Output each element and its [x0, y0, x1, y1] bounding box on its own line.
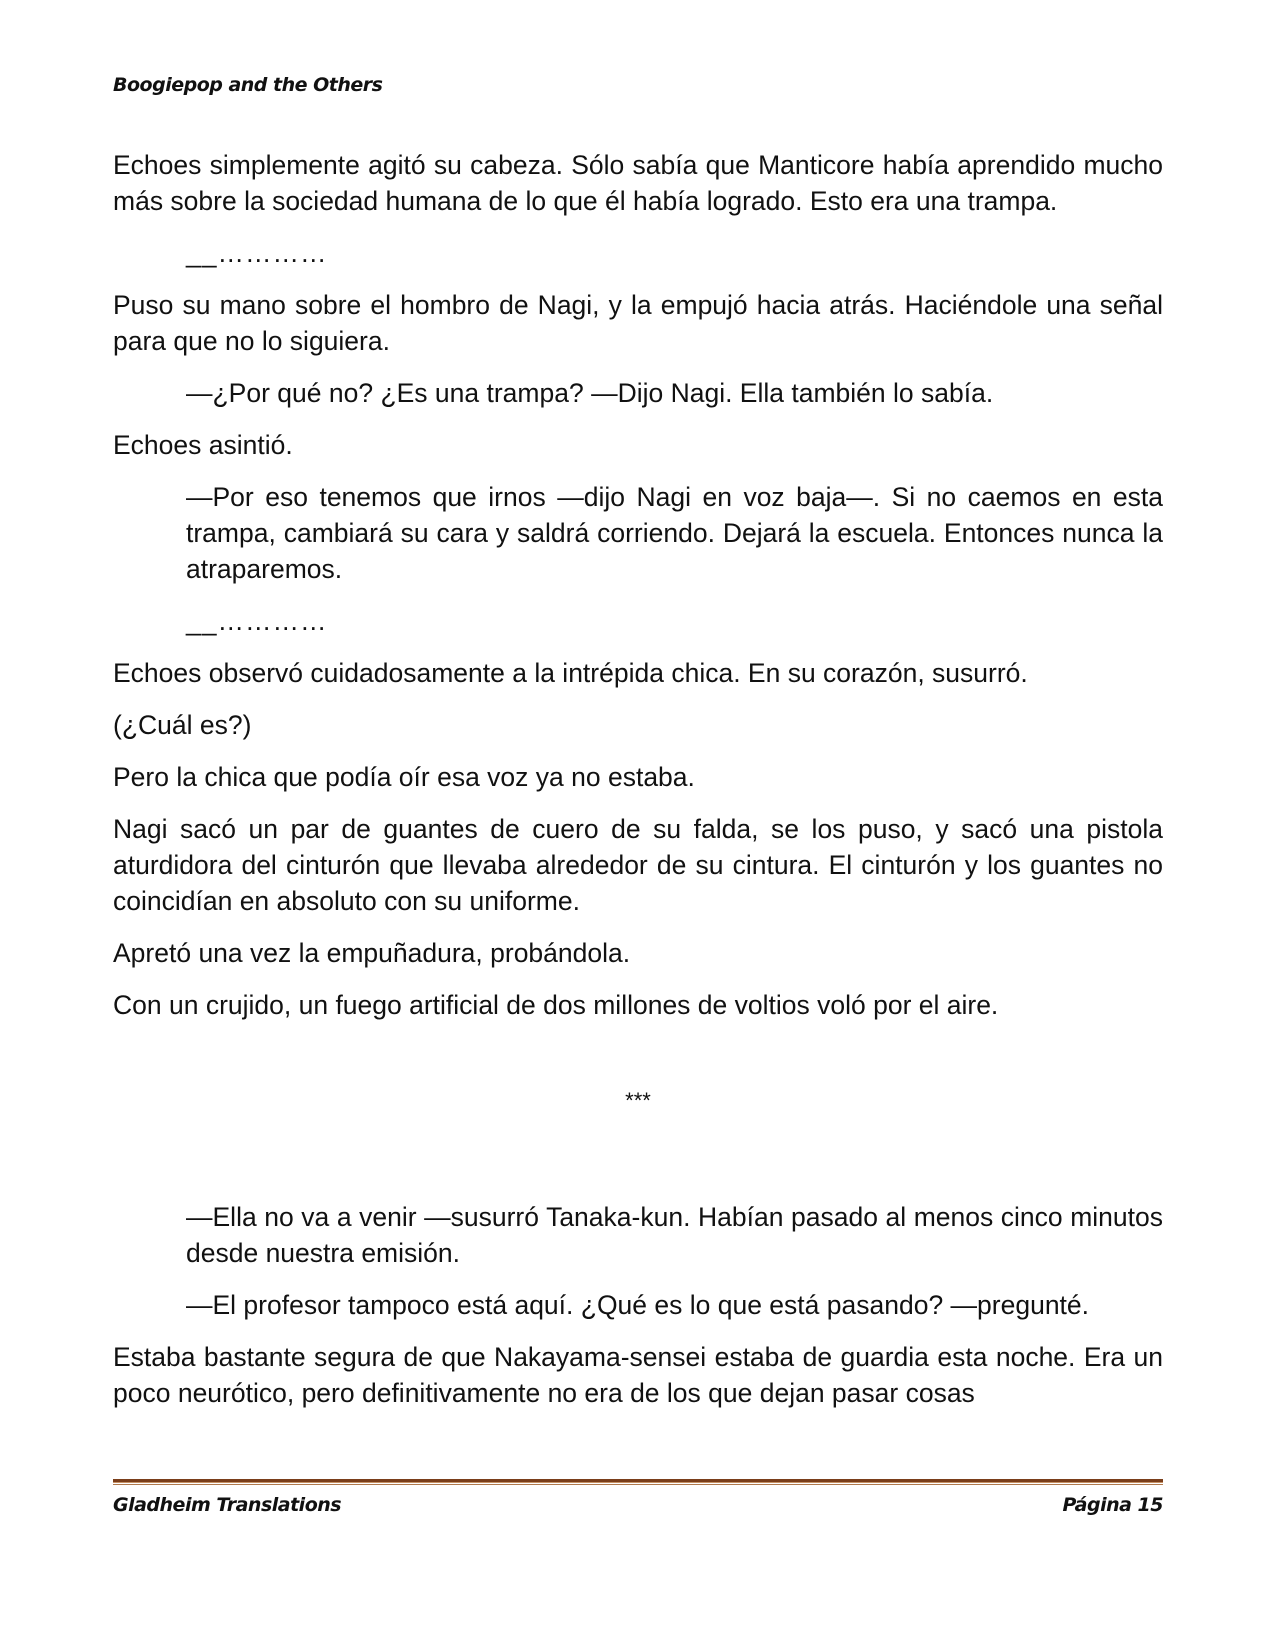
paragraph: Con un crujido, un fuego artificial de dos millones de voltios voló por el aire. — [113, 990, 999, 1020]
paragraph: Estaba bastante segura de que Nakayama-sensei estaba de guardia esta noche. Era un poco neurótico, pero definitivamente no era de los que dejan pasar cosas — [113, 1342, 1163, 1408]
dialogue-line: —El profesor tampoco está aquí. ¿Qué es lo que está pasando? —pregunté. — [186, 1290, 1090, 1320]
footer-page-number: Página 15 — [1062, 1494, 1163, 1516]
body-text — [113, 147, 1163, 1411]
dialogue-line: —Ella no va a venir —susurró Tanaka-kun. Habían pasado al menos cinco minutos desde nuestra emisión. — [186, 1202, 1163, 1268]
paragraph: Echoes observó cuidadosamente a la intrépida chica. En su corazón, susurró. — [113, 658, 1028, 688]
dialogue-line: —Por eso tenemos que irnos —dijo Nagi en voz baja—. Si no caemos en esta trampa, cambiará su cara y saldrá corriendo. Dejará la escuela. Entonces nunca la atraparemos. — [186, 482, 1163, 584]
paragraph: Echoes asintió. — [113, 430, 293, 460]
paragraph: Echoes simplemente agitó su cabeza. Sólo sabía que Manticore había aprendido mucho más sobre la sociedad humana de lo que él había logrado. Esto era una trampa. — [113, 150, 1163, 216]
footer-publisher: Gladheim Translations — [113, 1494, 342, 1516]
paragraph: Puso su mano sobre el hombro de Nagi, y la empujó hacia atrás. Haciéndole una señal para que no lo siguiera. — [113, 290, 1163, 356]
ellipsis-line: __………… — [186, 238, 328, 268]
book-title: Boogiepop and the Others — [113, 74, 383, 96]
ellipsis-line: __………… — [186, 606, 328, 636]
footer-divider — [113, 1479, 1163, 1485]
dialogue-line: —¿Por qué no? ¿Es una trampa? —Dijo Nagi. Ella también lo sabía. — [186, 378, 994, 408]
paragraph: Apretó una vez la empuñadura, probándola. — [113, 938, 631, 968]
paragraph: Nagi sacó un par de guantes de cuero de su falda, se los puso, y sacó una pistola aturdidora del cinturón que llevaba alrededor de su cintura. El cinturón y los guantes no coincidían en absoluto con su uniforme. — [113, 814, 1163, 916]
paragraph: Pero la chica que podía oír esa voz ya no estaba. — [113, 762, 695, 792]
scene-break: *** — [625, 1088, 651, 1113]
paragraph: (¿Cuál es?) — [113, 710, 252, 740]
